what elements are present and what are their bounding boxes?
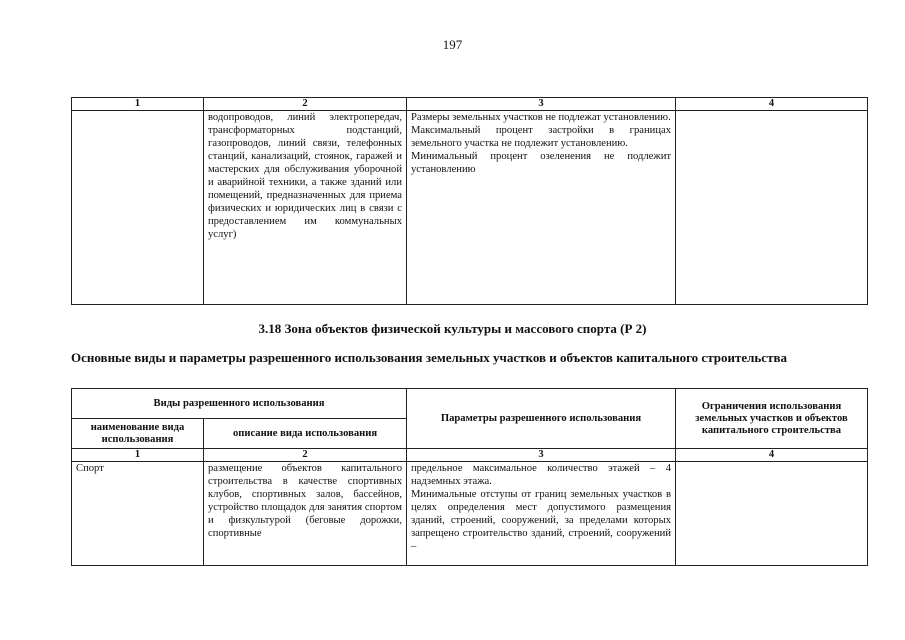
- header-use-name: наименование вида использования: [72, 419, 204, 449]
- use-name-cell: Спорт: [72, 462, 204, 566]
- column-number: 3: [407, 449, 676, 462]
- header-parameters: Параметры разрешенного использования: [407, 389, 676, 449]
- column-number: 2: [204, 449, 407, 462]
- parameter-paragraph: Минимальные отступы от границ земельных участков в целях определения мест допустимого размещения зданий, строений, сооружений, за пределами которых запрещено строительство зданий, строений, сооружений –: [411, 489, 671, 552]
- section-title: 3.18 Зона объектов физической культуры и массового спорта (Р 2): [258, 321, 647, 336]
- page-number: 197: [442, 37, 463, 52]
- parameter-paragraph: Минимальный процент озеленения не подлежит установлению: [411, 151, 671, 175]
- column-number-row: [72, 98, 868, 111]
- subsection-title: Основные виды и параметры разрешенного использования земельных участков и объектов капитального строительства: [71, 350, 787, 365]
- restrictions-cell: [676, 462, 868, 566]
- header-use-description: описание вида использования: [204, 419, 407, 449]
- column-number-row: [72, 449, 868, 462]
- column-number: 3: [407, 98, 676, 111]
- parameters-cell: [407, 462, 676, 566]
- column-number: 4: [676, 98, 868, 111]
- use-description-cell: размещение объектов капитального строительства в качестве спортивных клубов, спортивных залов, бассейнов, устройство площадок для занятия спортом и физкультурой (беговые дорожки, спортивные: [204, 462, 407, 566]
- table-row: [72, 462, 868, 566]
- parameter-paragraph: Размеры земельных участков не подлежат установлению.: [411, 112, 671, 123]
- land-use-table: [71, 388, 868, 566]
- column-number: 2: [204, 98, 407, 111]
- restrictions-cell: [676, 111, 868, 305]
- use-name-cell: [72, 111, 204, 305]
- header-row: [72, 389, 868, 419]
- header-restrictions: Ограничения использования земельных участков и объектов капитального строительства: [676, 389, 868, 449]
- column-number: 1: [72, 449, 204, 462]
- parameter-paragraph: Максимальный процент застройки в границах земельного участка не подлежит установлению.: [411, 125, 671, 149]
- use-description-cell: водопроводов, линий электропередач, трансформаторных подстанций, газопроводов, линий связи, телефонных станций, канализаций, стоянок, гаражей и мастерских для обслуживания уборочной и аварийной техники, а также зданий или помещений, предназначенных для приема физических и юридических лиц в связи с предоставлением им коммунальных услуг): [204, 111, 407, 305]
- parameter-paragraph: предельное максимальное количество этажей – 4 надземных этажа.: [411, 463, 671, 487]
- parameters-cell: [407, 111, 676, 305]
- table-row: [72, 111, 868, 305]
- header-use-types: Виды разрешенного использования: [72, 389, 407, 419]
- column-number: 1: [72, 98, 204, 111]
- continuation-table: [71, 97, 868, 305]
- column-number: 4: [676, 449, 868, 462]
